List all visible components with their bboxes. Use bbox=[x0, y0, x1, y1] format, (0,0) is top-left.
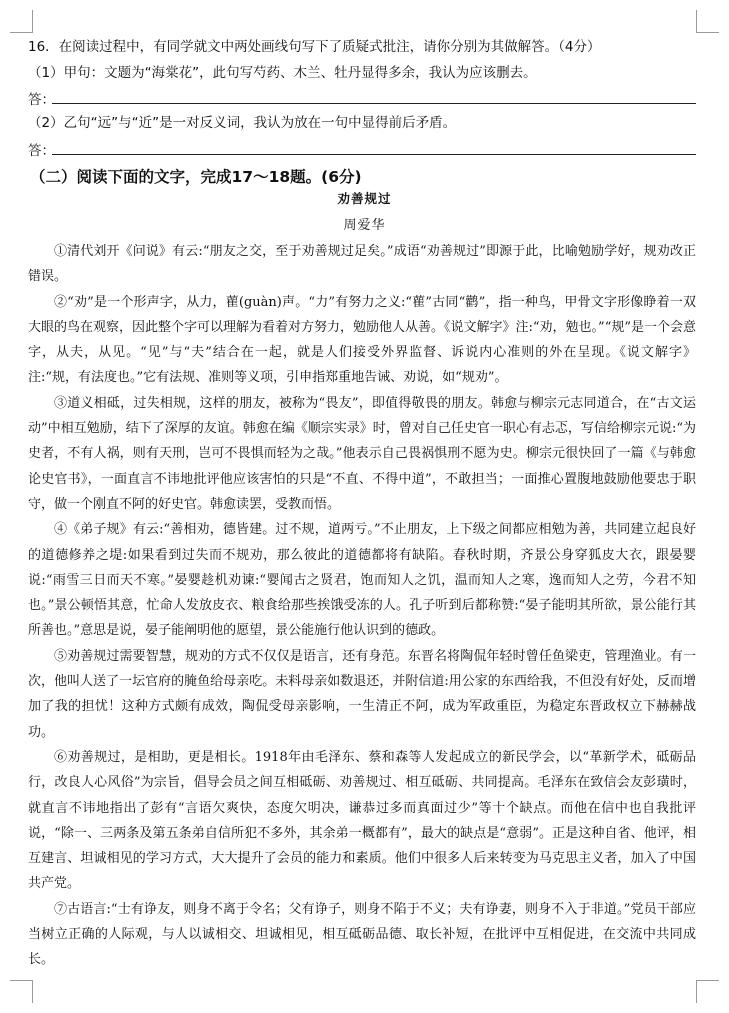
crop-mark-top-left bbox=[10, 10, 33, 33]
article-paragraph-7: ⑦古语言:“士有诤友，则身不离于令名；父有诤子，则身不陷于不义；夫有诤妻，则身不入于非道。”党员干部应当树立正确的人际观，与人以诚相交、坦诚相见，相互砥砺品德、取长补短，在批评中互相促进，在交流中共同成长。 bbox=[28, 901, 696, 968]
article-paragraph-3: ③道义相砥，过失相规，这样的朋友，被称为“畏友”，即值得敬畏的朋友。韩愈与柳宗元志同道合，在“古文运动”中相互勉励，结下了深厚的友谊。韩愈在编《顺宗实录》时，曾对自己任史官一职心有忐忑，写信给柳宗元说:“为史者，不有人祸，则有天刑，岂可不畏惧而轻为之哉。”他表示自己畏祸惧刑不愿为史。柳宗元很快回了一篇《与韩愈论史官书》，一面直言不讳地批评他应该害怕的只是“不直、不得中道”，不敢担当；一面推心置腹地鼓励他要忠于职守，做一个刚直不阿的好史官。韩愈读罢，受教而悟。 bbox=[28, 395, 696, 512]
section-heading: （二）阅读下面的文字，完成17～18题。(6分) bbox=[30, 168, 362, 186]
crop-mark-top-right bbox=[696, 10, 719, 33]
answer-line-2[interactable] bbox=[52, 154, 696, 155]
answer-line-1[interactable] bbox=[52, 103, 696, 104]
article-paragraph-1: ①清代刘开《问说》有云:“朋友之交，至于劝善规过足矣。”成语“劝善规过”即源于此，比喻勉励学好，规劝改正错误。 bbox=[28, 244, 696, 285]
article-paragraph-6: ⑥劝善规过，是相助，更是相长。1918年由毛泽东、蔡和森等人发起成立的新民学会，以“革新学术，砥砺品行，改良人心风俗”为宗旨，倡导会员之间互相砥砺、劝善规过、相互砥砺、共同提高。毛泽东在致信会友彭璜时，就直言不讳地指出了彭有“言语欠爽快，态度欠明决，谦恭过多而真面过少”等十个缺点。而他在信中也自我批评说，“除一、三两条及第五条弟自信所犯不多外，其余弟一概都有”，最大的缺点是“意弱”。正是这种自省、他评，相互建言、坦诚相见的学习方式，大大提升了会员的能力和素质。他们中很多人后来转变为马克思主义者，加入了中国共产党。 bbox=[28, 749, 696, 892]
article-paragraph-2: ②“劝”是一个形声字，从力，雚(guàn)声。“力”有努力之义:“雚”古同“鹳”，指一种鸟，甲骨文字形像睁着一双大眼的鸟在观察，因此整个字可以理解为看着对方努力，勉励他人从善。《说文解字》注:“劝，勉也。”“规”是一个会意字，从夫，从见。“见”与“夫”结合在一起，就是人们接受外界监督、诉说内心准则的外在呈现。《说文解字》注:“规，有法度也。”它有法规、准则等义项，引申指郑重地告诫、劝说，如“规劝”。 bbox=[28, 294, 696, 386]
question-16-sub1: （1）甲句：文题为“海棠花”，此句写芍药、木兰、牡丹显得多余，我认为应该删去。 bbox=[28, 65, 537, 81]
article-body bbox=[28, 239, 696, 973]
crop-mark-bottom-right bbox=[696, 980, 719, 1003]
article-paragraph-5: ⑤劝善规过需要智慧，规劝的方式不仅仅是语言，还有身范。东晋名将陶侃年轻时曾任鱼梁吏，管理渔业。有一次，他叫人送了一坛官府的腌鱼给母亲吃。未料母亲如数退还，并附信道:用公家的东西给我，不但没有好处，反而增加了我的担忧！这种方式颇有成效，陶侃受母亲影响，一生清正不阿，成为军政重臣，为稳定东晋政权立下赫赫战功。 bbox=[28, 648, 696, 740]
question-16-prompt: 16．在阅读过程中，有同学就文中两处画线句写下了质疑式批注，请你分别为其做解答。（4分） bbox=[28, 39, 601, 55]
answer-label-2: 答： bbox=[28, 143, 55, 159]
article-author: 周爱华 bbox=[343, 218, 386, 233]
crop-mark-bottom-left bbox=[10, 980, 33, 1003]
answer-row-2[interactable] bbox=[28, 139, 696, 157]
article-title: 劝善规过 bbox=[337, 191, 392, 206]
article-paragraph-4: ④《弟子规》有云:“善相劝，德皆建。过不规，道两亏。”不止朋友，上下级之间都应相勉为善，共同建立起良好的道德修养之堤:如果看到过失而不规劝，那么彼此的道德都将有缺陷。春秋时期，齐景公身穿狐皮大衣，跟晏婴说:“雨雪三日而天不寒。”晏婴趁机劝谏:“婴闻古之贤君，饱而知人之饥，温而知人之寒，逸而知人之劳，今君不知也。”景公顿悟其意，忙命人发放皮衣、粮食给那些挨饿受冻的人。孔子听到后都称赞:“晏子能明其所欲，景公能行其所善也。”意思是说，晏子能阐明他的愿望，景公能施行他认识到的德政。 bbox=[28, 522, 696, 639]
answer-row-1[interactable] bbox=[28, 88, 696, 106]
question-16-sub2: （2）乙句“远”与“近”是一对反义词，我认为放在一句中显得前后矛盾。 bbox=[28, 115, 457, 131]
answer-label-1: 答： bbox=[28, 92, 55, 108]
